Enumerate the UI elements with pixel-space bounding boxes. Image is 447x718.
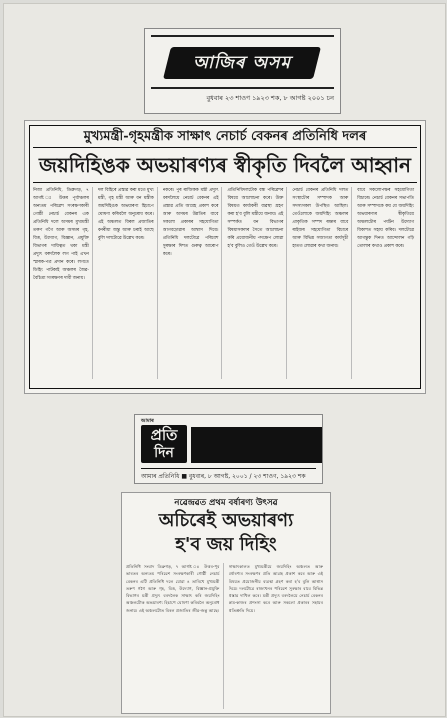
masthead-ajir-asom (144, 28, 341, 114)
article-headline (126, 509, 326, 557)
article-column: দল বিহিৰে প্ৰস্তাৱ কৰা মতে মুখ্য মন্ত্ৰী, গৃহ মন্ত্ৰী আৰু বন মন্ত্ৰীক জয়দিহিঙক অভয়াৰণ্য হিচাপে ঘোষণা কৰিবলৈ অনুৰোধ কৰে। এই অঞ্চলত বিৰল প্ৰজাতিৰ বনৰীয়া জন্তু আৰু চৰাই আছে বুলি দলটোৱে উল্লেখ কৰে। (98, 187, 158, 379)
article-kicker: মুখ্যমন্ত্ৰী-গৃহমন্ত্ৰীক সাক্ষাৎ নেচাৰ্চ বেকনৰ প্ৰতিনিধি দলৰ (83, 129, 367, 144)
masthead-bottom-rule (151, 87, 334, 89)
article-column: প্ৰতিনিধিদলটোক বন্ধ পৰিৱেশৰ বিষয়ে আলোচনা কৰে। উক্ত বিষয়ত কাৰ্য্যকৰী ব্যৱস্থা গ্ৰহণ কৰা হ'ব বুলি মন্ত্ৰীয়ে জনায়। এই সম্পৰ্কত বন বিভাগৰ বিষয়াসকলৰ সৈতে আলোচনা কৰি প্ৰয়োজনীয় পদক্ষেপ লোৱা হ'ব বুলিও তেওঁ উল্লেখ কৰে। (227, 187, 287, 379)
newspaper-logo-text: আজিৰ অসম (193, 53, 291, 73)
newspaper-logo-line2: দিন (154, 445, 174, 461)
masthead-top-rule (151, 35, 334, 37)
article-body (126, 563, 326, 709)
article-column: বাবে সকলোপক্ষৰ সহযোগিতা বিচাৰে। নেচাৰ্চ বেকনৰ সভাপতি আৰু সম্পাদকে কয় যে জয়দিহিং অভয়াৰণ্যৰ স্বীকৃতিয়ে অঞ্চলটোৰ পৰ্যটন উদ্যোগ বিকাশত সহায় কৰিব। দলটোৱে আগন্তুক দিনত আন্দোলন গঢ়ি তোলাৰ কথাও প্ৰকাশ কৰে। (357, 188, 414, 249)
masthead-dateline: বুধবাৰ ২৩ শাওণ ১৯২৩ শক, ৮ আগষ্ট ২০০১ চন (206, 94, 334, 102)
scrapbook-page (3, 3, 446, 717)
article-headline-line1: অচিৰেই অভয়াৰণ্য (158, 510, 294, 531)
masthead-pratidin (134, 414, 323, 484)
article-body (33, 187, 417, 379)
article-headline-line2: হ'ব জয় দিহিং (175, 534, 277, 555)
article-column: নকৰে। পুৰ ৰাজিকক মন্ত্ৰী প্ৰদ্যুৎ বৰদলৈয়ে নেচাৰ্চ বেকনৰ এই প্ৰস্তাৱ প্ৰতি আগ্ৰহ প্ৰকাশ কৰে আৰু অসমৰ উন্নতিৰ বাবে সকলো প্ৰকাৰৰ সহযোগিতা আগবঢ়োৱাৰ আশ্বাস দিয়ে। প্ৰতিনিধি দলটোৱে পৰিবেশ সুৰক্ষাৰ দিশত গুৰুত্ব আৰোপ কৰে। (163, 187, 223, 379)
article-column: প্ৰতিনিধি সংবাদ ডিব্ৰুগড়, ৭ আগষ্ট ঃ উত্তৰ-পূব ভাৰতৰ অন্যতম পৰিৱেশ সংৰক্ষণকাৰী গোষ্ঠী নেচাৰ্চ বেকনৰ এটি প্ৰতিনিধি দলে যোৱা ৪ তাৰিখে মুখ্যমন্ত্ৰী তৰুণ গগৈ আৰু গৃহ, বিত্ত, উদ্যোগ, বিজ্ঞান-প্ৰযুক্তি বিভাগৰ মন্ত্ৰী প্ৰদ্যুৎ বৰদলৈক সাক্ষাৎ কৰি জয়দিহিং অঞ্চলটোক অভয়াৰণ্য হিচাপে ঘোষণা কৰিবলৈ অনুৰোধ জনায়। এই অঞ্চলটোত বিৰল প্ৰজাতিৰ জীৱ-জন্তু আছে। (126, 563, 224, 709)
article-column: সাক্ষাৎকালত মুখ্যমন্ত্ৰীয়ে জয়দিহিং অঞ্চলত আৰু বৰ্ষাৰণ্যৰ সংৰক্ষণৰ প্ৰতি আগ্ৰহ প্ৰকাশ কৰে আৰু এই বিষয়ত প্ৰয়োজনীয় ব্যৱস্থা গ্ৰহণ কৰা হ'ব বুলি আশ্বাস দিয়ে। দলটোৱে ৰাজ্যখনৰ পৰিৱেশ সুৰক্ষাৰ বাবে বিভিন্ন প্ৰস্তাৱ দাখিল কৰে। মন্ত্ৰী প্ৰদ্যুৎ বৰদলৈয়ে নেচাৰ্চ বেকনৰ কাম-কাজৰ প্ৰশংসা কৰে আৰু সকলো প্ৰকাৰৰ সহায়ৰ প্ৰতিশ্ৰুতি দিয়ে। (228, 564, 323, 613)
article-column: নিজা প্ৰতিনিধি, ডিব্ৰুগড়, ৭ আগষ্ট ঃ উত্তৰ পূৰ্বাঞ্চলৰ অন্যতম পৰিৱেশ সংৰক্ষণকাৰী গোষ্ঠী নেচাৰ্চ বেকনৰ এক প্ৰতিনিধি দলে অসমৰ মুখ্যমন্ত্ৰী তৰুণ গগৈ আৰু অসমৰ গৃহ, বিত্ত, উদ্যোগ, বিজ্ঞান, প্ৰযুক্তি বিভাগৰ দায়িত্বত থকা মন্ত্ৰী প্ৰদ্যুৎ বৰদলৈক লগ পাই এখন স্মাৰক-পত্ৰ প্ৰদান কৰে। লগতে ডিহিং পাটকাই অঞ্চলৰ জৈৱ-বৈচিত্ৰ্য সংৰক্ষণৰ দাবী জনায়। (33, 187, 93, 379)
article-headline: জয়দিহিঙক অভয়াৰণ্যৰ স্বীকৃতি দিবলৈ আহ্বান (33, 147, 417, 183)
article-column: নেচাৰ্চ বেকনৰ প্ৰতিনিধি দলত সংস্থাটোৰ সম্পাদক আৰু সদস্যসকল উপস্থিত আছিল। তেওঁলোকে জয়দিহিং অঞ্চলৰ প্ৰাকৃতিক সম্পদ ৰক্ষাৰ বাবে ৰাইজৰ সহযোগিতা বিচাৰে আৰু বিভিন্ন সজাগতা কাৰ্যসূচী হাতত লোৱাৰ কথা জনায়। (292, 187, 352, 379)
article-clipping-1 (24, 120, 426, 394)
masthead-dateline: আমাৰ প্ৰতিনিধি ■ বুধবাৰ, ৮ আগষ্ট, ২০০১ / ২৩ শাওণ, ১৯২৩ শক (141, 468, 316, 482)
masthead-black-bar (191, 427, 322, 463)
newspaper-logo (163, 47, 321, 79)
newspaper-logo-line1: প্ৰতি (150, 426, 178, 444)
article-kicker: নৱেন্দ্ৰৱত প্ৰথম বৰ্ষাৰণ্য উৎসৱ (174, 498, 278, 508)
masthead-small-label: আমাৰ (141, 418, 154, 424)
article-clipping-2 (121, 492, 331, 714)
newspaper-logo (141, 425, 187, 463)
